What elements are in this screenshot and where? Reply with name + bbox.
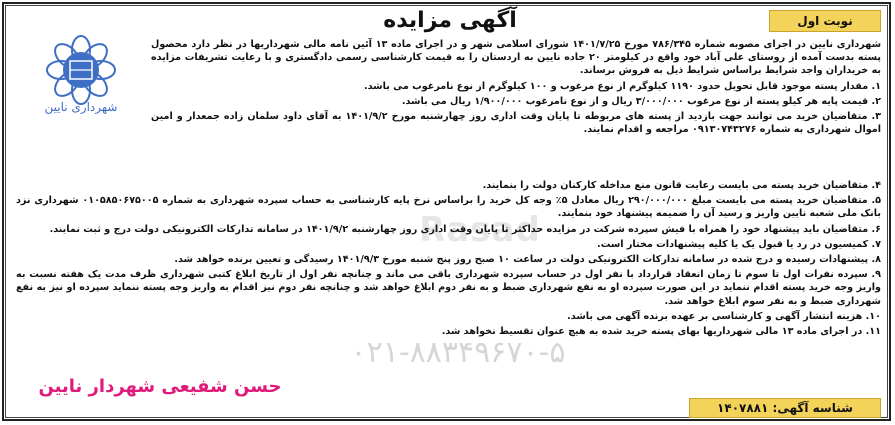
publication-round-badge: نوبت اول bbox=[769, 10, 881, 32]
list-item: ۱۱. در اجرای ماده ۱۳ مالی شهرداریها بهای پسته خرید شده به هیچ عنوان تقسیط نخواهد شد. bbox=[441, 326, 881, 338]
conditions-list bbox=[16, 179, 881, 340]
intro-block bbox=[151, 38, 881, 138]
logo-caption: شهرداری نایین bbox=[44, 100, 118, 114]
list-item: ۸. پیشنهادات رسیده و درج شده در سامانه تدارکات الکترونیکی دولت در ساعت ۱۰ صبح روز پنج شنبه مورخ ۱۴۰۱/۹/۳ رسیدگی و تعیین برنده خواهد شد. bbox=[174, 254, 881, 266]
list-item: ۷. کمیسیون در رد یا قبول یک یا کلیه پیشنهادات مختار است. bbox=[597, 238, 881, 250]
list-item: ۱۰. هزینه انتشار آگهی و کارشناسی بر عهده برنده آگهی می باشد. bbox=[567, 310, 881, 322]
list-item: ۶. متقاضیان باید پیشنهاد خود را همراه با فیش سپرده شرکت در مزایده حداکثر تا پایان وقت اداری روز چهارشنبه ۱۴۰۱/۹/۲ در سامانه تدارکات الکترونیکی دولت درج و ثبت نمایند. bbox=[49, 223, 881, 235]
list-item: ۴. متقاضیان خرید پسته می بایست رعایت قانون منع مداخله کارکنان دولت را بنمایند. bbox=[482, 180, 881, 191]
ad-id-badge bbox=[689, 398, 881, 418]
list-item: ۳. متقاضیان خرید می توانند جهت بازدید از پسته های مربوطه تا پایان وقت اداری روز چهارشنبه مورخ ۱۴۰۱/۹/۲ به آقای داود سلمان زاده جمعدار و امین اموال شهرداری به شماره ۰۹۱۳۰۷۴۳۲۷۶ مراجعه و اقدام نمایند. bbox=[151, 111, 881, 136]
watermark-phone: ۰۲۱-۸۸۳۴۹۶۷۰-۵ bbox=[350, 335, 566, 370]
ad-id-label: شناسه آگهی: bbox=[772, 401, 853, 415]
list-item: ۱. مقدار پسته موجود قابل تحویل حدود ۱۱۹۰ کیلوگرم از نوع مرغوب و ۱۰۰ کیلوگرم از نوع نامرغوب می باشد. bbox=[363, 80, 881, 92]
watermark-logo: Rasad bbox=[419, 210, 541, 250]
list-item: ۲. قیمت پایه هر کیلو پسته از نوع مرغوب ۳/۰۰۰/۰۰۰ ریال و از نوع نامرغوب ۱/۹۰۰/۰۰۰ ریال می باشد. bbox=[401, 95, 881, 107]
municipality-logo-icon bbox=[18, 20, 144, 150]
list-item: ۵. متقاضیان خرید پسته می بایست مبلغ ۲۹۰/۰۰۰/۰۰۰ ریال معادل ۵٪ وجه کل خرید را براساس نرخ پایه کارشناسی به حساب سپرده شهرداری به شماره ۰۱۰۵۸۵۰۶۷۵۰۰۵ شهرداری نزد بانک ملی شعبه نایین واریز و رسید آن را ضمیمه پیشنهاد خود بنمایند. bbox=[16, 195, 882, 220]
intro-paragraph: شهرداری نایین در اجرای مصوبه شماره ۷۸۶/۳۴۵ مورخ ۱۴۰۱/۷/۲۵ شورای اسلامی شهر و در اجرای ماده ۱۳ آئین نامه مالی شهرداریها در نظر دارد محصول پسته بدست آمده از روستای علی آباد خود واقع در کیلومتر ۲۰ جاده نایین به اردستان را به قیمت کارشناسی رسمی دادگستری و با رعایت تشریفات مزایده به خریداران واجد شرایط براساس شرایط ذیل به فروش برساند. bbox=[151, 39, 882, 77]
ad-id-value: ۱۴۰۷۸۸۱ bbox=[717, 401, 769, 415]
page-title: آگهی مزایده bbox=[383, 8, 517, 33]
list-item: ۹. سپرده نفرات اول تا سوم تا زمان انعقاد قرارداد با نفر اول در حساب سپرده شهرداری باقی می ماند و چنانچه نفر اول از تاریخ ابلاغ کتبی شهرداری ظرف مدت یک هفته نسبت به واریز وجه خرید پسته اقدام ننماید در این صورت سپرده او به نفع شهرداری ضبط و به نفر دوم ابلاغ خواهد شد و چنانچه نفر دوم نیز اقدام به واریز وجه پسته ننماید سپرده او نیز به نفع شهرداری ضبط و به نفر سوم ابلاغ خواهد شد. bbox=[16, 269, 881, 307]
mayor-signature: حسن شفیعی شهردار نایین bbox=[38, 376, 282, 397]
